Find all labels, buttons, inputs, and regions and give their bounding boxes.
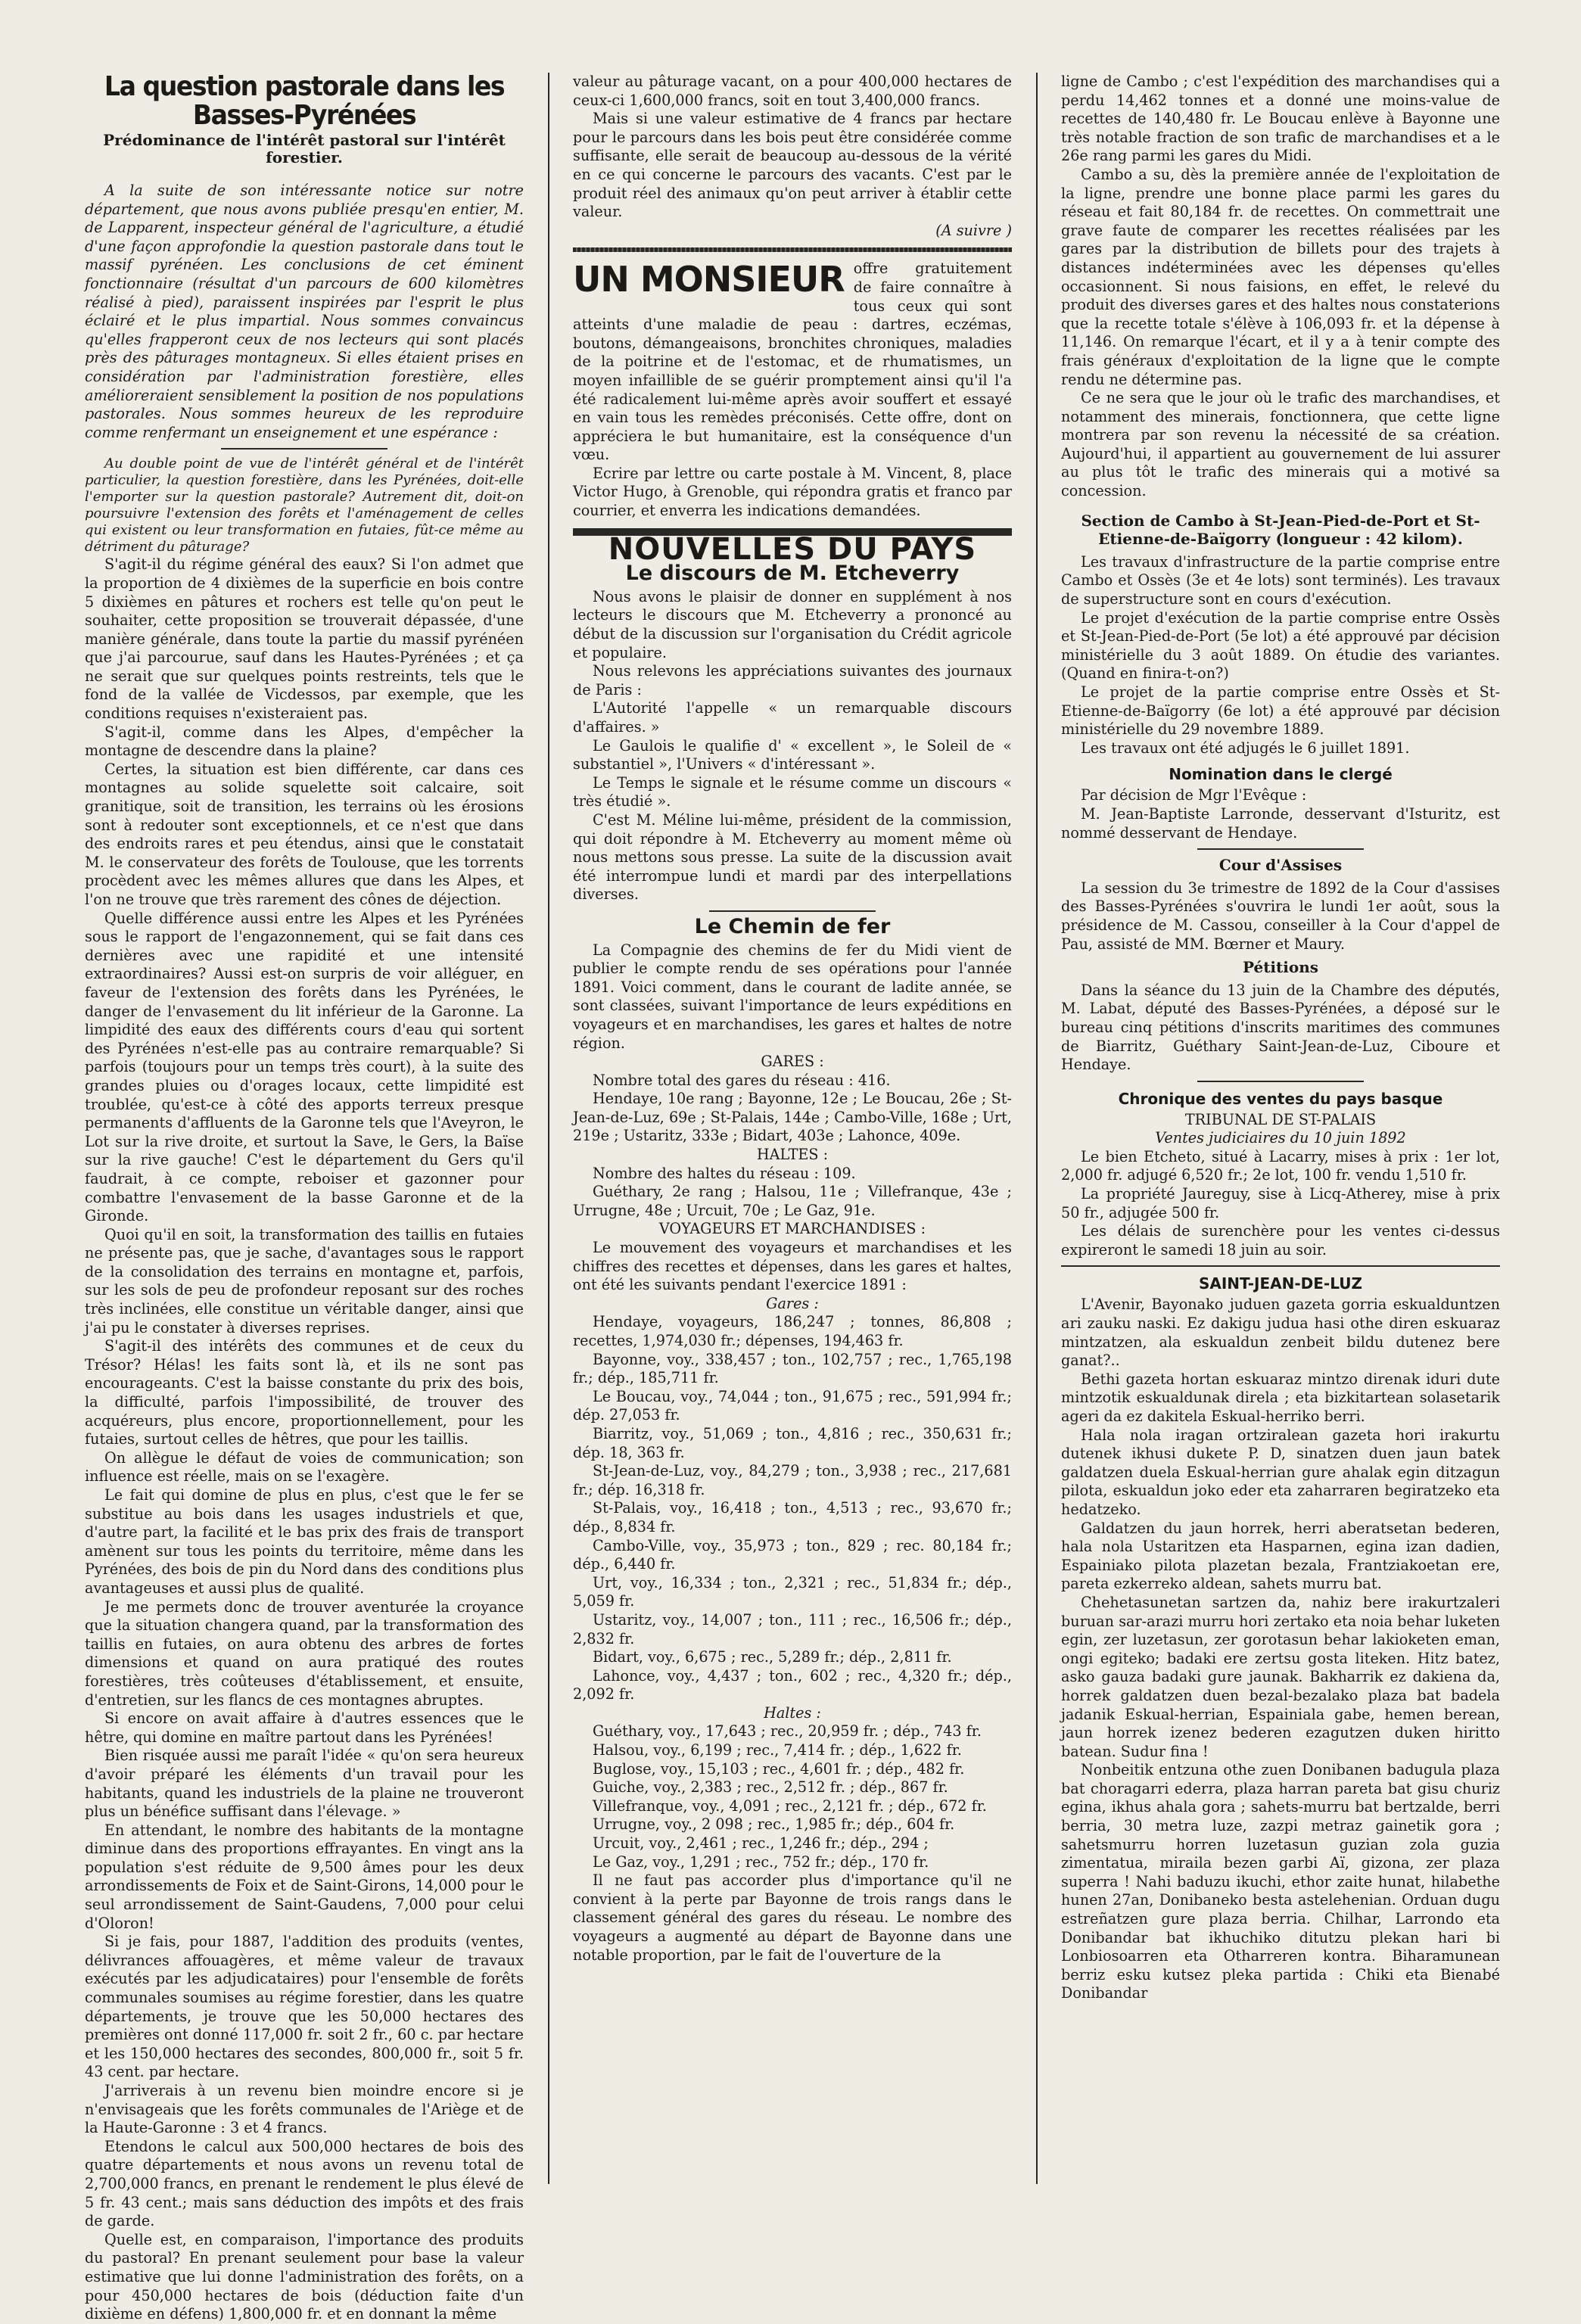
stat-line: Bidart, voy., 6,675 ; rec., 5,289 fr.; dép., 2,811 fr. bbox=[593, 1648, 952, 1666]
paragraph: Bien risquée aussi me paraît l'idée « qu'on sera heureux d'avoir préparé les éléments d'un travail pour les habitants, quand les industriels de la plaine ne trouveront plus un bénéfice suffisant dans l'élevage. » bbox=[85, 1747, 524, 1821]
article-title: La question pastorale dans les Basses-Pyrénées bbox=[104, 71, 505, 131]
article-quote: Au double point de vue de l'intérêt général et de l'intérêt particulier, la question forestière, dans les Pyrénées, doit-elle l'emporter sur la question pastorale? Autrement dit, doit-on poursuivre l'extension des forêts et l'aménagement de celles qui existent ou leur transformation en futaies, fût-ce même au détriment du pâturage? bbox=[85, 456, 524, 555]
stat-line: Ustaritz, voy., 14,007 ; ton., 111 ; rec., 16,506 fr.; dép., 2,832 fr. bbox=[573, 1610, 1012, 1647]
paragraph: ligne de Cambo ; c'est l'expédition des marchandises qui a perdu 14,462 tonnes et a donné une moins-value de recettes de 140,480 fr. Le Boucau enlève à Bayonne une très notable fraction de son trafic de marchandises et a le 26e rang parmi les gares du Midi. bbox=[1061, 73, 1500, 165]
paragraph: Dans la séance du 13 juin de la Chambre des députés, M. Labat, député des Basses-Pyrénées, a déposé sur le bureau cinq pétitions d'inscrits maritimes des communes de Biarritz, Guéthary Saint-Jean-de-Luz, Ciboure et Hendaye. bbox=[1061, 981, 1500, 1074]
paragraph: Il ne faut pas accorder plus d'importance qu'il ne convient à la perte par Bayonne de trois rangs dans le classement général des gares du réseau. Le nombre des voyageurs a augmenté au départ de Bayonne dans une notable proportion, par le fait de l'ouverture de la bbox=[573, 1871, 1012, 1964]
paragraph: S'agit-il des intérêts des communes et de ceux du Trésor? Hélas! les faits sont là, et ils ne sont pas encourageants. C'est la baisse constante du prix des bois, la difficulté, parfois l'impossibilité, de trouver des acquéreurs, plus encore, proportionnellement, pour les futaies, surtout celles de hêtres, que pour les taillis. bbox=[85, 1337, 524, 1448]
paragraph: Le mouvement des voyageurs et marchandises et les chiffres des recettes et dépenses, dans les gares et haltes, ont été les suivants pendant l'exercice 1891 : bbox=[573, 1239, 1012, 1294]
paragraph: Si encore on avait affaire à d'autres essences que le hêtre, qui domine en maître partout dans les Pyrénées! bbox=[85, 1710, 524, 1746]
paragraph: L'Autorité l'appelle « un remarquable discours d'affaires. » bbox=[573, 699, 1012, 736]
heading-section-cambo: Section de Cambo à St-Jean-Pied-de-Port et St-Etienne-de-Baïgorry (longueur : 42 kilom). bbox=[1081, 511, 1480, 549]
stat-line: St-Jean-de-Luz, voy., 84,279 ; ton., 3,938 ; rec., 217,681 fr.; dép. 16,318 fr. bbox=[573, 1462, 1012, 1498]
paragraph: La propriété Jaureguy, sise à Licq-Atherey, mise à prix 50 fr., adjugée 500 fr. bbox=[1061, 1185, 1500, 1221]
tribunal-label: TRIBUNAL DE ST-PALAIS bbox=[1184, 1110, 1377, 1128]
paragraph: La Compagnie des chemins de fer du Midi vient de publier le compte rendu de ses opérations pour l'année 1891. Voici comment, dans le courant de ladite année, se sont classées, suivant l'importance de leurs expéditions en voyageurs et en marchandises, les gares et haltes de notre région. bbox=[573, 941, 1012, 1052]
paragraph: Nombre total des gares du réseau : 416. bbox=[593, 1071, 891, 1089]
stat-line: Urcuit, voy., 2,461 ; rec., 1,246 fr.; dép., 294 ; bbox=[593, 1834, 929, 1853]
stat-line: Guéthary, voy., 17,643 ; rec., 20,959 fr. ; dép., 743 fr. bbox=[593, 1722, 982, 1741]
stat-line: Guiche, voy., 2,383 ; rec., 2,512 fr. ; dép., 867 fr. bbox=[593, 1778, 948, 1797]
stat-line: Cambo-Ville, voy., 35,973 ; ton., 829 ; rec. 80,184 fr.; dép., 6,440 fr. bbox=[573, 1536, 1012, 1573]
article-subtitle: Prédominance de l'intérêt pastoral sur l'intérêt forestier. bbox=[103, 131, 506, 166]
to-follow: (A suivre ) bbox=[935, 221, 1012, 239]
column-rule bbox=[1036, 73, 1038, 2184]
paragraph: Le Temps le signale et le résume comme un discours « très étudié ». bbox=[573, 773, 1012, 810]
stat-line: Buglose, voy., 15,103 ; rec., 4,601 fr. ; dép., 482 fr. bbox=[593, 1759, 965, 1778]
paragraph: Bethi gazeta hortan eskuaraz mintzo direnak iduri dute mintzotik eskualdunak direla ; eta bizkitartean solasetarik ageri da ez dakitela Eskual-herriko berri. bbox=[1061, 1370, 1500, 1425]
paragraph: Certes, la situation est bien différente, car dans ces montagnes au solide squelette soit calcaire, soit granitique, soit de transition, les terrains où les érosions sont à redouter sont exceptionnels, et ce n'est que dans des endroits rares et peu étendus, ainsi que le constatait M. le conservateur des forêts de Toulouse, que les torrents procèdent avec les mêmes allures que dans les Alpes, et l'on ne trouve que très rarement des cônes de déjection. bbox=[85, 760, 524, 908]
stat-line: St-Palais, voy., 16,418 ; ton., 4,513 ; rec., 93,670 fr.; dép., 8,834 fr. bbox=[573, 1499, 1012, 1535]
paragraph: Quoi qu'il en soit, la transformation des taillis en futaies ne présente pas, que je sache, d'avantages sous le rapport de la consolidation des terrains en montagne et, parfois, sur les sols de peu de profondeur reposant sur des roches très inclinées, elle constitue un véritable danger, ainsi que j'ai pu le constater à diverses reprises. bbox=[85, 1225, 524, 1336]
paragraph: Le projet de la partie comprise entre Ossès et St-Etienne-de-Baïgorry (6e lot) a été approuvé par décision ministérielle du 29 novembre 1889. bbox=[1061, 683, 1500, 739]
newspaper-page bbox=[85, 71, 1515, 2323]
article-intro: A la suite de son intéressante notice sur notre département, que nous avons publiée presqu'en entier, M. de Lapparent, inspecteur général de l'agriculture, a étudié d'une façon approfondie la question pastorale dans tout le massif pyrénéen. Les conclusions de cet éminent fonctionnaire (résultat d'un parcours de 600 kilomètres réalisé à pied), paraissent inspirées par l'esprit le plus éclairé et le plus impartial. Nous sommes convaincus qu'elles frapperont ceux de nos lecteurs qui sont placés près des pâturages montagneux. Si elles étaient prises en considération par l'administration forestière, elles amélioreraient sensiblement la position de nos populations pastorales. Nous sommes heureux de les reproduire comme renfermant un enseignement et une espérance : bbox=[85, 182, 524, 441]
paragraph: Le fait qui domine de plus en plus, c'est que le fer se substitue au bois dans les usages industriels et que, d'autre part, la facilité et le bas prix des frais de transport amènent sur tous les points du territoire, même dans les Pyrénées, des bois de pin du Nord dans des conditions plus avantageuses et aussi plus de qualité. bbox=[85, 1486, 524, 1597]
section-banner: NOUVELLES DU PAYS bbox=[573, 528, 1012, 559]
paragraph: Cambo a su, dès la première année de l'exploitation de la ligne, prendre une bonne place parmi les gares du réseau et fait 80,184 fr. de recettes. On commettrait une grave faute de comparer les recettes réalisées par les gares par la distribution de billets pour des trajets à distances indéterminées avec les dépenses qu'elles occasionnent. Si nous faisions, en effet, le relevé du produit des diverses gares et des haltes nous constaterions que la recette totale s'élève à 106,093 fr. et la dépense à 11,146. On remarque l'écart, et il y a à tenir compte des frais généraux d'exploitation de la ligne que le compte rendu ne détermine pas. bbox=[1061, 165, 1500, 388]
divider bbox=[1197, 848, 1364, 850]
paragraph: S'agit-il, comme dans les Alpes, d'empêcher la montagne de descendre dans la plaine? bbox=[85, 723, 524, 760]
paragraph: Chehetasunetan sartzen da, nahiz bere irakurtzaleri buruan sar-arazi murru hori zertako eta noia behar luketen egin, zer luzetasun, zer gorotasun behar lakioketen eman, ongi egiteko; badaki ere zertsu gosta liteken. Hitz batez, asko gauza badaki gure jaunak. Bakharrik ez dakiena da, horrek galdatzen duen bezal-bezalako plaza bat badela jadanik Eskual-herrian, Espainiala gabe, hemen berean, jaun horrek izenez bederen ezagutzen duken hiritto batean. Sudur fina ! bbox=[1061, 1593, 1500, 1760]
paragraph: On allègue le défaut de voies de communication; son influence est réelle, mais on se l'exagère. bbox=[85, 1448, 524, 1486]
gares-subheading: Gares : bbox=[766, 1294, 819, 1312]
paragraph: Hala nola iragan ortziralean gazeta hori irakurtu dutenek ikhusi dukete P. D, sinatzen duen jaun batek galdatzen duela Eskual-herrian gure ahalak egin ditzagun pilota, eskualdun joko eder eta zaharraren begiratzeko eta hedatzeko. bbox=[1061, 1426, 1500, 1518]
column-3 bbox=[1061, 73, 1500, 2192]
paragraph: Mais si une valeur estimative de 4 francs par hectare pour le parcours dans les bois peut être considérée comme suffisante, elle serait de beaucoup au-dessous de la vérité en ce qui concerne le parcours des vacants. C'est par le produit réel des animaux qu'on peut arriver à établir cette valeur. bbox=[573, 110, 1012, 221]
paragraph: Le projet d'exécution de la partie comprise entre Ossès et St-Jean-Pied-de-Port (5e lot) a été approuvé par décision ministérielle du 3 août 1889. On étudie des variantes. (Quand en finira-t-on?) bbox=[1061, 608, 1500, 683]
paragraph: C'est M. Méline lui-même, président de la commission, qui doit répondre à M. Etcheverry au moment même où nous mettons sous presse. La suite de la discussion avait été interrompue lundi et mardi par des interpellations diverses. bbox=[573, 810, 1012, 904]
heading-chemin: Le Chemin de fer bbox=[694, 914, 891, 938]
paragraph: Etendons le calcul aux 500,000 hectares de bois des quatre départements et nous avons un revenu total de 2,700,000 francs, en prenant le rendement le plus élevé de 5 fr. 43 cent.; mais sans déduction des impôts et des frais de garde. bbox=[85, 2137, 524, 2230]
stat-line: Villefranque, voy., 4,091 ; rec., 2,121 fr. ; dép., 672 fr. bbox=[593, 1797, 987, 1815]
paragraph: Guéthary, 2e rang ; Halsou, 11e ; Villefranque, 43e ; Urrugne, 48e ; Urcuit, 70e ; Le Gaz, 91e. bbox=[573, 1183, 1012, 1219]
vm-heading: VOYAGEURS ET MARCHANDISES : bbox=[658, 1220, 926, 1238]
heading-petitions: Pétitions bbox=[1242, 958, 1319, 977]
stat-line: Halsou, voy., 6,199 ; rec., 7,414 fr. ; dép., 1,622 fr. bbox=[593, 1741, 962, 1759]
paragraph: En attendant, le nombre des habitants de la montagne diminue dans des proportions effrayantes. En vingt ans la population s'est réduite de 9,500 âmes pour les deux arrondissements de Foix et de Saint-Girons, 14,000 pour le seul arrondissement de Saint-Gaudens, 7,000 pour celui d'Oloron! bbox=[85, 1821, 524, 1932]
paragraph: Ce ne sera que le jour où le trafic des marchandises, et notamment des minerais, fonctionnera, que cette ligne montrera par son revenu la nécessité de sa création. Aujourd'hui, il appartient au gouvernement de lui assurer au plus tôt le trafic des minerais qui a motivé sa concession. bbox=[1061, 389, 1500, 500]
paragraph: Les travaux d'infrastructure de la partie comprise entre Cambo et Ossès (3e et 4e lots) sont terminés). Les travaux de superstructure sont en cours d'exécution. bbox=[1061, 552, 1500, 608]
paragraph: Hendaye, 10e rang ; Bayonne, 12e ; Le Boucau, 26e ; St-Jean-de-Luz, 69e ; St-Palais, 144e ; Cambo-Ville, 168e ; Urt, 219e ; Ustaritz, 333e ; Bidart, 403e ; Lahonce, 409e. bbox=[573, 1090, 1012, 1145]
divider bbox=[573, 247, 1012, 252]
paragraph: L'Avenir, Bayonako juduen gazeta gorria eskualduntzen ari zauku naski. Ez dakigu judua hasi othe diren eskuaraz mintzatzen, ala eskualdun zenbeit bildu dutenez bere ganat?.. bbox=[1061, 1296, 1500, 1370]
advertisement bbox=[573, 260, 1012, 520]
stat-line: Urt, voy., 16,334 ; ton., 2,321 ; rec., 51,834 fr.; dép., 5,059 fr. bbox=[573, 1573, 1012, 1610]
paragraph: M. Jean-Baptiste Larronde, desservant d'Isturitz, est nommé desservant de Hendaye. bbox=[1061, 804, 1500, 842]
ad-text-2: Ecrire par lettre ou carte postale à M. Vincent, 8, place Victor Hugo, à Grenoble, qui répondra gratis et franco par courrier, et enverra les indications demandées. bbox=[573, 464, 1012, 520]
column-rule bbox=[548, 73, 549, 2184]
heading-sjl: SAINT-JEAN-DE-LUZ bbox=[1198, 1274, 1363, 1293]
stat-line: Lahonce, voy., 4,437 ; ton., 602 ; rec., 4,320 fr.; dép., 2,092 fr. bbox=[573, 1666, 1012, 1703]
column-2 bbox=[573, 73, 1012, 2192]
divider bbox=[221, 448, 387, 450]
paragraph: Quelle est, en comparaison, l'importance des produits du pastoral? En prenant seulement pour base la valeur estimative que lui donne l'administration des forêts, on a pour 450,000 hectares de bois (déduction faite d'un dixième en défens) 1,800,000 fr. et en donnant la même bbox=[85, 2230, 524, 2323]
stat-line: Hendaye, voyageurs, 186,247 ; tonnes, 86,808 ; recettes, 1,974,030 fr.; dépenses, 194,463 fr. bbox=[573, 1313, 1012, 1349]
paragraph: Nous avons le plaisir de donner en supplément à nos lecteurs le discours que M. Etcheverry a prononcé au début de la discussion sur l'organisation du Crédit agricole et populaire. bbox=[573, 587, 1012, 661]
divider bbox=[709, 910, 876, 912]
heading-assises: Cour d'Assises bbox=[1218, 856, 1343, 875]
paragraph: Nonbeitik entzuna othe zuen Donibanen badugula plaza bat choragarri ederra, plaza harran pareta bat gisu churiz egina, ikhus ahala gora ; sahets-murru bat bertzalde, berri berria, 30 metra luze, zazpi metraz gainetik gora ; sahetsmurru horren luzetasun guzian zola guzia zimentatua, miraila bezen garbi Aï, gizona, zer plaza superra ! Nahi baduzu ikuchi, ethor zaite hunat, hilabethe hunen 27an, Donibaneko besta astelehenian. Orduan dugu estreñatzen gure plaza berria. Chilhar, Larrondo eta Donibandar bat ikhuchiko ditutzu plekan hari bi Lonbiosoarren eta Otharreren kontra. Biharamunean berriz esku kutsez pleka partida : Chiki eta Bienabé Donibandar bbox=[1061, 1761, 1500, 2002]
paragraph: Le Gaulois le qualifie d' « excellent », le Soleil de « substantiel », l'Univers « d'intéressant ». bbox=[573, 736, 1012, 773]
paragraph: Quelle différence aussi entre les Alpes et les Pyrénées sous le rapport de l'engazonnement, qui se fait dans ces dernières avec une rapidité et une intensité extraordinaires? Aussi est-on surpris de voir alléguer, en faveur de l'extension des forêts dans les Pyrénées, le danger de l'envasement du lit inférieur de la Garonne. La limpidité des eaux des différents cours d'eau qui sortent des Pyrénées n'est-elle pas au contraire remarquable? Si parfois (toujours pour un temps très court), à la suite des grandes pluies ou d'orages locaux, cette limpidité est troublée, qu'est-ce à côté des apports terreux presque permanents d'affluents de la Garonne tels que l'Aveyron, le Lot sur la rive droite, et surtout la Save, le Gers, la Baïse sur la rive gauche! C'est le département du Gers qu'il faudrait, à ce compte, reboiser et gazonner pour combattre l'envasement de la basse Garonne et de la Gironde. bbox=[85, 909, 524, 1225]
ad-text: offre gratuitement de faire connaître à tous ceux qui sont atteints d'une maladie de peau : dartres, eczémas, boutons, démangeaisons, bronchites chroniques, maladies de la poitrine et de l'estomac, et de rhumatismes, un moyen infaillible de se guérir promptement ainsi qu'il l'a été radicalement lui-même après avoir souffert et essayé en vain tous les remèdes préconisés. Cette offre, dont on appréciera le but humanitaire, est la conséquence d'un vœu. bbox=[573, 260, 1012, 464]
paragraph: Les délais de surenchère pour les ventes ci-dessus expireront le samedi 18 juin au soir. bbox=[1061, 1222, 1500, 1258]
stat-line: Le Gaz, voy., 1,291 ; rec., 752 fr.; dép., 170 fr. bbox=[593, 1853, 929, 1871]
paragraph: Je me permets donc de trouver aventurée la croyance que la situation changera quand, par la transformation des taillis en futaies, on aura obtenu des arbres de fortes dimensions et quand on aura pratiqué des routes forestières, très coûteuses d'établissement, et ensuite, d'entretien, sur les flancs de ces montagnes abruptes. bbox=[85, 1598, 524, 1709]
paragraph: Le bien Etcheto, situé à Lacarry, mises à prix : 1er lot, 2,000 fr. adjugé 6,520 fr.; 2e lot, 100 fr. vendu 1,510 fr. bbox=[1061, 1147, 1500, 1184]
stat-line: Biarritz, voy., 51,069 ; ton., 4,816 ; rec., 350,631 fr.; dép. 18, 363 fr. bbox=[573, 1424, 1012, 1461]
heading-discours: Le discours de M. Etcheverry bbox=[625, 562, 960, 586]
ventes-label: Ventes judiciaires du 10 juin 1892 bbox=[1155, 1129, 1406, 1147]
paragraph: J'arriverais à un revenu bien moindre encore si je n'envisageais que les forêts communales de l'Ariège et de la Haute-Garonne : 3 et 4 francs. bbox=[85, 2082, 524, 2137]
column-1 bbox=[85, 71, 524, 2323]
paragraph: Si je fais, pour 1887, l'addition des produits (ventes, délivrances affouagères, et même valeur de travaux exécutés par les adjudicataires) pour l'ensemble de forêts communales soumises au régime forestier, dans les quatre départements, je trouve que les 50,000 hectares des premières ont donné 117,000 fr. soit 2 fr., 60 c. par hectare et les 150,000 hectares des secondes, 800,000 fr., soit 5 fr. 43 cent. par hectare. bbox=[85, 1933, 524, 2081]
haltes-heading: HALTES : bbox=[756, 1146, 829, 1164]
paragraph: Les travaux ont été adjugés le 6 juillet 1891. bbox=[1081, 739, 1410, 757]
heading-chronique: Chronique des ventes du pays basque bbox=[1118, 1089, 1443, 1108]
stat-line: Le Boucau, voy., 74,044 ; ton., 91,675 ; rec., 591,994 fr.; dép. 27,053 fr. bbox=[573, 1387, 1012, 1424]
divider bbox=[1197, 1081, 1364, 1082]
paragraph: Nous relevons les appréciations suivantes des journaux de Paris : bbox=[573, 662, 1012, 698]
stat-line: Urrugne, voy., 2 098 ; rec., 1,985 fr.; dép., 604 fr. bbox=[593, 1815, 955, 1834]
heading-nomination: Nomination dans le clergé bbox=[1169, 765, 1393, 784]
haltes-subheading: Haltes : bbox=[764, 1703, 821, 1722]
gares-heading: GARES : bbox=[761, 1053, 824, 1071]
paragraph: valeur au pâturage vacant, on a pour 400,000 hectares de ceux-ci 1,600,000 francs, soit en tout 3,400,000 francs. bbox=[573, 73, 1012, 109]
divider bbox=[1061, 1265, 1500, 1267]
paragraph: La session du 3e trimestre de 1892 de la Cour d'assises des Basses-Pyrénées s'ouvrira le lundi 1er août, sous la présidence de M. Cassou, conseiller à la Cour d'appel de Pau, assisté de MM. Bœrner et Maury. bbox=[1061, 879, 1500, 953]
paragraph: Par décision de Mgr l'Evêque : bbox=[1081, 786, 1307, 804]
paragraph: S'agit-il du régime général des eaux? Si l'on admet que la proportion de 4 dixièmes de la superficie en bois contre 5 dixièmes en pâtures et rochers est telle qu'on peut le souhaiter, cette proposition se trouverait dépassée, d'une manière générale, dans toute la partie du massif pyrénéen que j'ai parcourue, sauf dans les Hautes-Pyrénées ; et ça ne serait que sur quelques points restreints, tels que le fond de la vallée de Vicdessos, par exemple, que les conditions requises n'existeraient pas. bbox=[85, 555, 524, 723]
stat-line: Bayonne, voy., 338,457 ; ton., 102,757 ; rec., 1,765,198 fr.; dép., 185,711 fr. bbox=[573, 1350, 1012, 1387]
paragraph: Nombre des haltes du réseau : 109. bbox=[593, 1164, 856, 1182]
paragraph: Galdatzen du jaun horrek, herri aberatsetan bederen, hala nola Ustaritzen eta Hasparnen, egina izan dadien, Espainiako pilota plazetan bezala, Frantziakoetan ere, pareta ezkerreko aldean, sahets murru bat. bbox=[1061, 1519, 1500, 1593]
ad-headline: UN MONSIEUR bbox=[573, 259, 845, 300]
